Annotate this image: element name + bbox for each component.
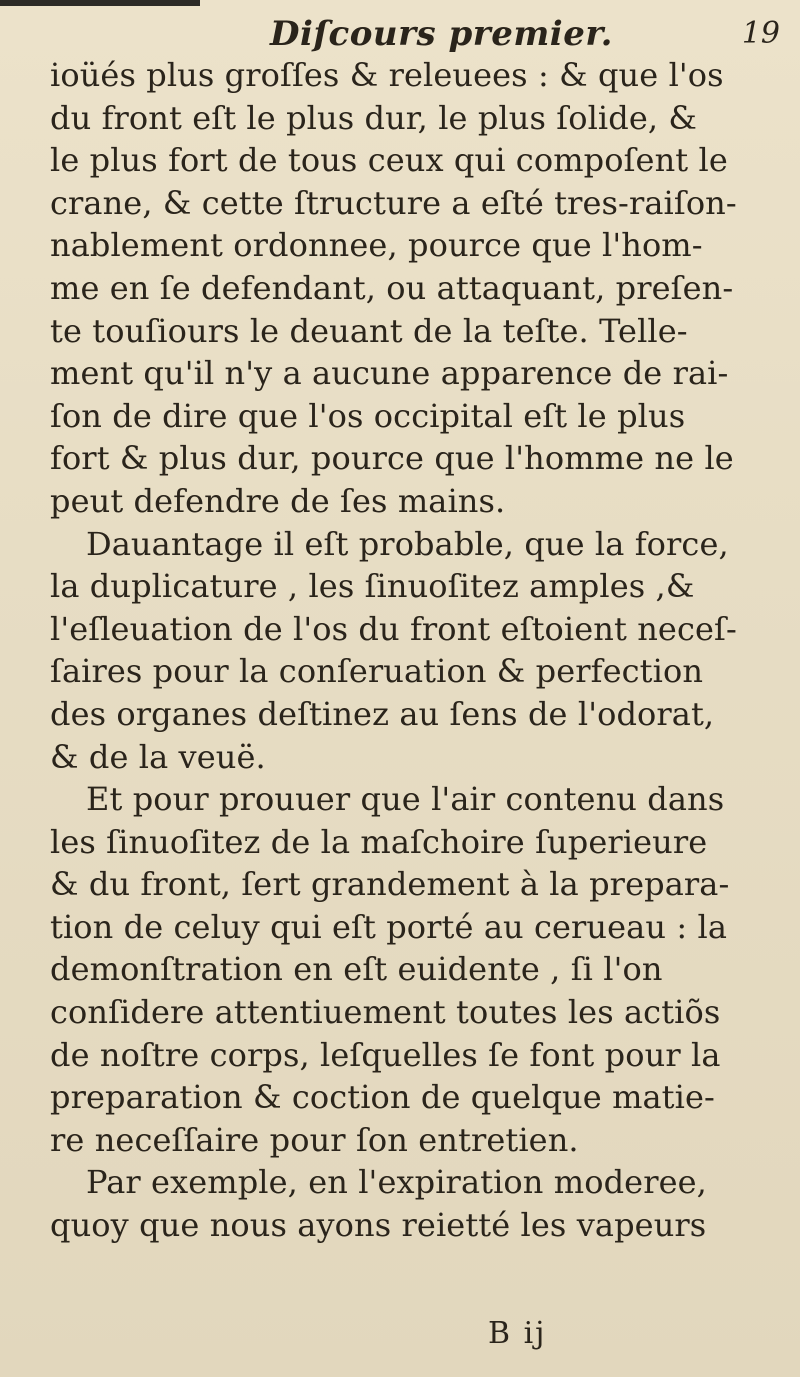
text-line: ment qu'il n'y a aucune apparence de rai-: [50, 354, 729, 393]
page-number: 19: [741, 16, 780, 51]
text-line: demonſtration en eſt euidente , ſi l'on: [50, 950, 663, 989]
text-line: te touſiours le deuant de la teſte. Telle-: [50, 311, 688, 350]
text-line: ſon de dire que l'os occipital eſt le plus: [50, 396, 686, 435]
paragraph-start-line: Par exemple, en l'expiration moderee,: [86, 1163, 707, 1202]
text-line: ioüés plus groſſes & releuees : & que l'os: [50, 56, 724, 94]
paragraph-start-line: Et pour prouuer que l'air contenu dans: [86, 780, 725, 819]
text-line: re neceſſaire pour ſon entretien.: [50, 1120, 579, 1159]
body-text: [50, 54, 780, 1247]
text-line: du front eſt le plus dur, le plus ſolide, &: [50, 98, 698, 137]
page-header: [0, 10, 800, 54]
running-title: Diſcours premier.: [270, 14, 613, 54]
text-line: de noſtre corps, leſquelles ſe font pour la: [50, 1035, 721, 1074]
text-line: nablement ordonnee, pource que l'hom-: [50, 226, 703, 265]
text-line: quoy que nous ayons reietté les vapeurs: [50, 1206, 707, 1245]
text-line: & de la veuë.: [50, 737, 266, 776]
text-line: fort & plus dur, pource que l'homme ne le: [50, 439, 734, 478]
text-line: crane, & cette ſtructure a eſté tres-raiſon-: [50, 183, 737, 222]
text-line: tion de celuy qui eſt porté au cerueau : la: [50, 907, 728, 946]
text-line: preparation & coction de quelque matie-: [50, 1078, 715, 1117]
text-line: peut defendre de ſes mains.: [50, 481, 506, 520]
text-line: la duplicature , les ſinuoſitez amples ,&: [50, 567, 695, 606]
text-line: & du front, ſert grandement à la prepara-: [50, 865, 730, 904]
text-line: me en ſe defendant, ou attaquant, preſen-: [50, 268, 734, 307]
text-line: conſidere attentiuement toutes les actiõs: [50, 993, 721, 1032]
text-line: le plus fort de tous ceux qui compoſent le: [50, 141, 728, 180]
text-line: l'eſleuation de l'os du front eſtoient neceſ-: [50, 609, 737, 648]
text-line: les ſinuoſitez de la maſchoire ſuperieure: [50, 822, 708, 861]
signature-mark: B ij: [488, 1316, 547, 1351]
text-line: ſaires pour la conſeruation & perfection: [50, 652, 704, 691]
text-line: des organes deſtinez au ſens de l'odorat,: [50, 694, 715, 733]
paragraph-start-line: Dauantage il eſt probable, que la force,: [86, 524, 729, 563]
